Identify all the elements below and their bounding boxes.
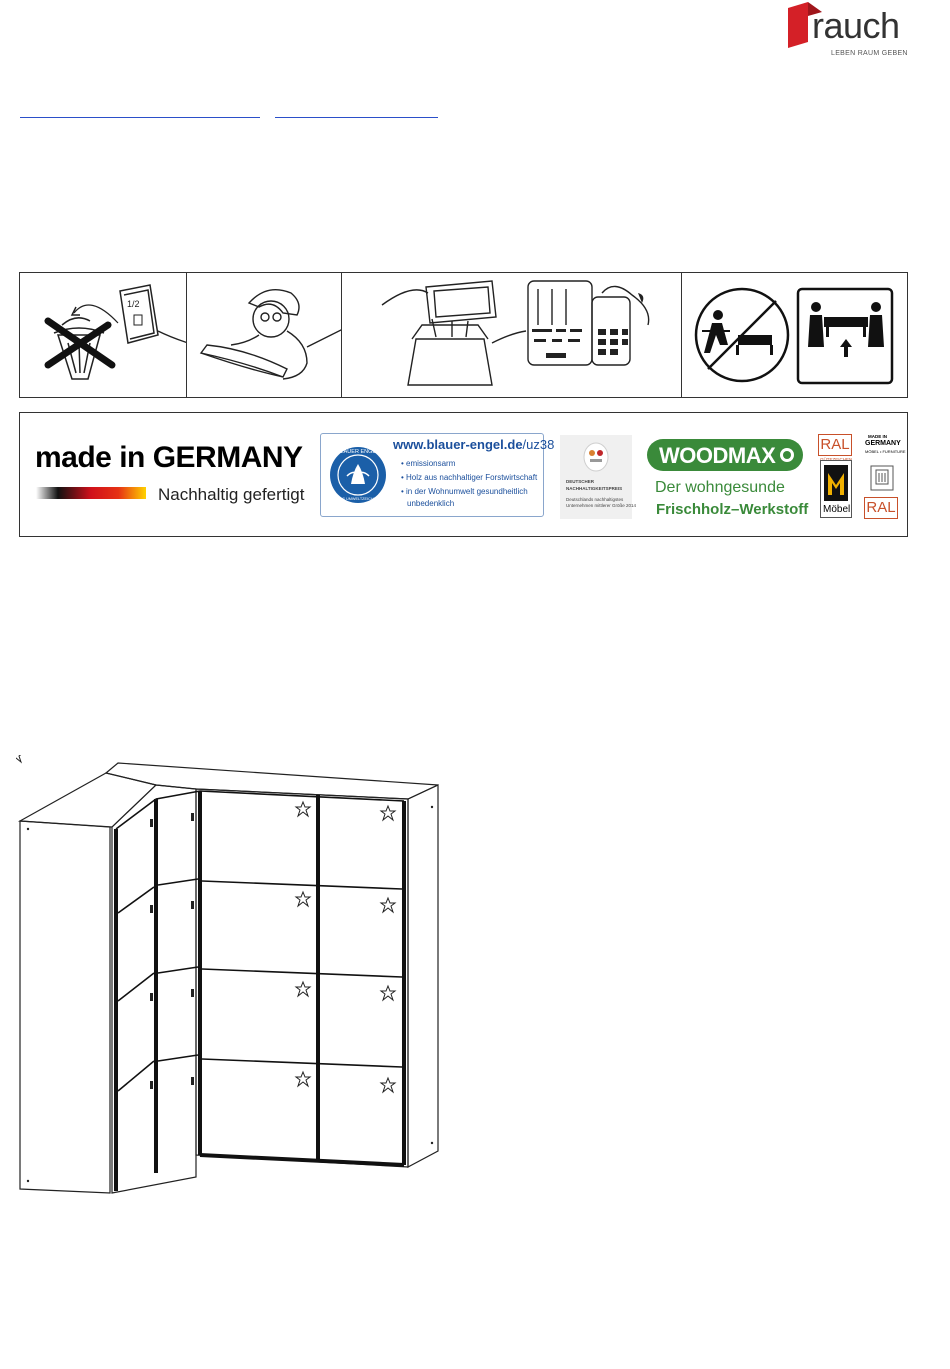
blauer-engel-point: • emissionsarm	[401, 459, 456, 468]
panel-carry-together	[682, 273, 907, 397]
link-underline[interactable]	[20, 117, 260, 118]
brand-tagline: LEBEN RAUM GEBEN	[831, 50, 908, 57]
point-text: Holz aus nachhaltiger Forstwirtschaft	[406, 473, 538, 482]
blauer-engel-point: • in der Wohnumwelt gesundheitlich	[401, 487, 528, 496]
door-handle-icons	[16, 755, 23, 762]
panel-do-not-discard-manual	[20, 273, 187, 397]
seal-bottom-text: DAS UMWELTZEICHEN	[337, 497, 379, 501]
rauch-logo	[786, 2, 912, 64]
link-underline[interactable]	[275, 117, 438, 118]
blauer-engel-point	[407, 499, 454, 508]
manual-label: 1/2	[127, 299, 140, 309]
woodmax-subtitle: Der wohngesunde	[655, 479, 785, 496]
woodmax-logo	[647, 439, 803, 471]
panel-read-manual	[187, 273, 342, 397]
blauer-engel-badge	[320, 433, 555, 517]
seal-top-text: BLAUER ENGEL	[336, 449, 380, 455]
dnp-line: Unternehmen mittlerer Größe 2014	[566, 503, 637, 508]
germany-flag-gradient	[36, 487, 146, 499]
nachhaltigkeitspreis-badge	[560, 435, 637, 519]
blauer-engel-url[interactable]	[393, 437, 554, 452]
woodmax-subtitle-bold: Frischholz–Werkstoff	[656, 501, 809, 518]
moebel-badge	[820, 460, 852, 518]
dnp-line: NACHHALTIGKEITSPREIS	[566, 486, 623, 491]
instruction-pictograms	[19, 272, 908, 398]
dnp-line: DEUTSCHER	[566, 479, 595, 484]
woodmax-name: WOODMAX	[659, 443, 776, 468]
point-text: emissionsarm	[406, 459, 456, 468]
url-domain: www.blauer-engel.de	[393, 437, 523, 452]
carry-furniture-icon	[682, 273, 906, 397]
corner-wardrobe-drawing	[16, 755, 444, 1200]
trash-bin-icon	[20, 273, 186, 397]
panel-keep-manual	[342, 273, 682, 397]
blauer-engel-point: • Holz aus nachhaltiger Forstwirtschaft	[401, 473, 538, 482]
made-in-germany-subtitle: Nachhaltig gefertigt	[158, 485, 305, 504]
url-path: /uz38	[522, 437, 555, 452]
mig-badge-line: MADE IN	[868, 434, 887, 439]
ral-subtitle: GÜTEZEICHEN	[820, 457, 853, 462]
moebel-label: Möbel	[823, 504, 851, 515]
award-icon	[582, 441, 610, 473]
file-and-service-icon	[342, 273, 681, 397]
ral-badge: RAL	[864, 497, 898, 519]
mig-badge-line: GERMANY	[865, 440, 901, 447]
point-text: unbedenklich	[407, 499, 455, 508]
blauer-engel-seal-icon	[329, 440, 387, 510]
dnp-line: Deutschlands nachhaltigstes	[566, 497, 624, 502]
brand-name: rauch	[812, 5, 900, 46]
mig-badge-line: MÖBEL • FURNITURE	[865, 449, 906, 454]
made-in-germany-text: made in GERMANY	[35, 441, 303, 474]
point-text: in der Wohnumwelt gesundheitlich	[406, 487, 528, 496]
person-reading-icon	[187, 273, 341, 397]
woodmax-dot-icon	[779, 447, 795, 463]
ral-badge: RAL	[818, 434, 852, 456]
quality-seal-icon	[870, 465, 894, 491]
certification-badges	[19, 412, 908, 537]
m-logo-icon	[824, 465, 848, 501]
